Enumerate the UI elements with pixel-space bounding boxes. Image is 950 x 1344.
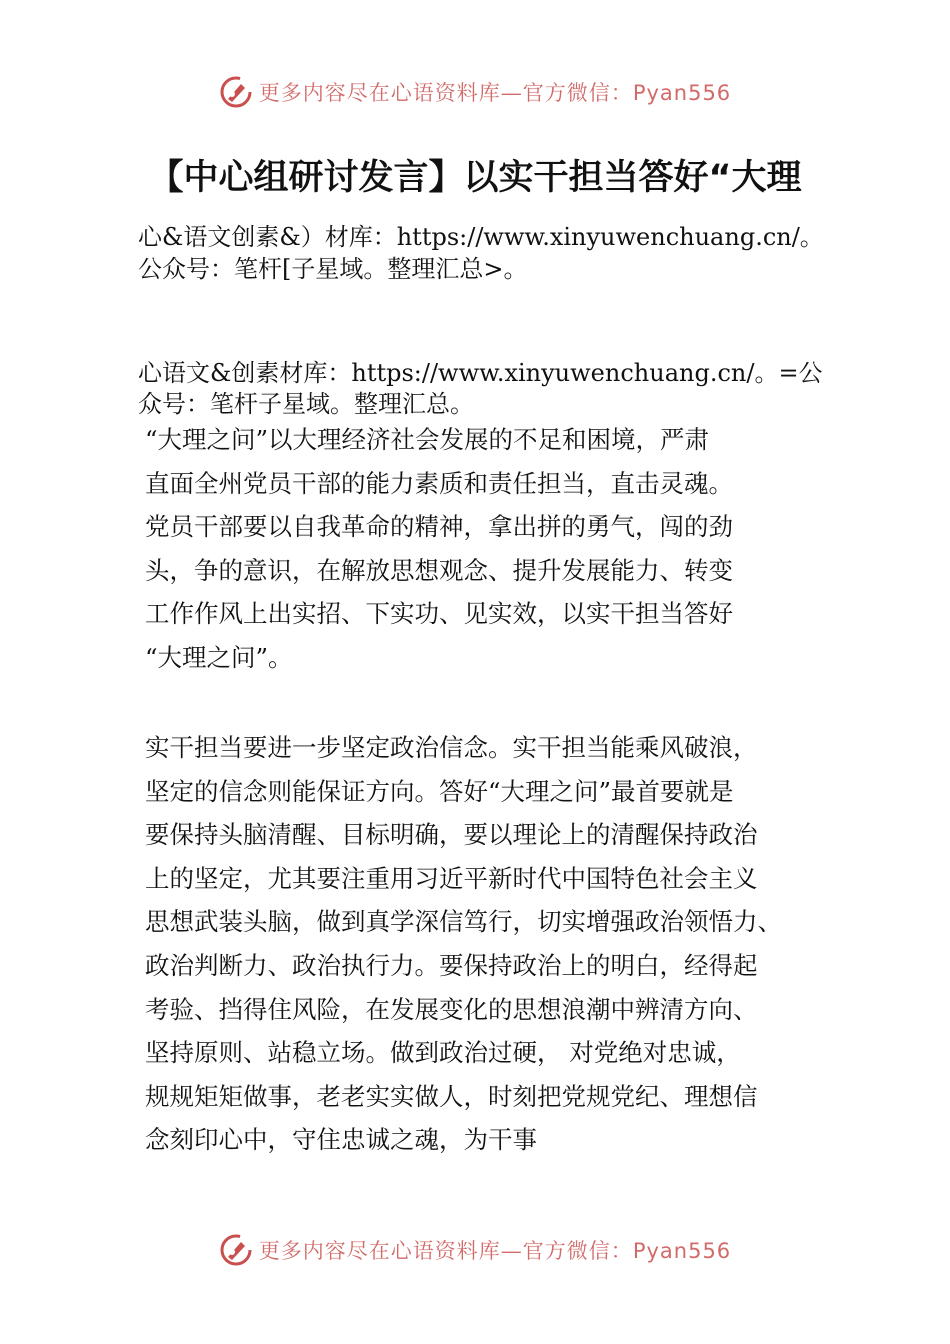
- paragraph-line: 规规矩矩做事，老老实实做人，时刻把党规党纪、理想信: [145, 1081, 758, 1111]
- header-line-2: 公众号：笔杆[子星域。整理汇总>。: [138, 255, 528, 283]
- banner-text: [259, 1235, 731, 1265]
- paragraph-line: 直面全州党员干部的能力素质和责任担当，直击灵魂。: [145, 468, 733, 498]
- paragraph-line: “大理之问”。: [145, 642, 293, 672]
- header-banner: [0, 72, 950, 112]
- header-line-1: 心&语文创素&）材库：https://www.xinyuwenchuang.cn/。: [138, 223, 824, 251]
- banner-slogan: 更多内容尽在心语资料库—官方微信：: [258, 81, 633, 105]
- paragraph-line: 上的坚定，尤其要注重用习近平新时代中国特色社会主义: [145, 863, 758, 893]
- logo-icon: [219, 75, 253, 109]
- paragraph-1: [145, 418, 845, 680]
- footer-banner: [0, 1230, 950, 1270]
- source-line-2: 众号：笔杆子星域。整理汇总。: [138, 390, 474, 418]
- paragraph-line: 坚定的信念则能保证方向。答好“大理之问”最首要就是: [145, 776, 734, 806]
- logo-icon: [219, 1233, 253, 1267]
- paragraph-line: 要保持头脑清醒、目标明确，要以理论上的清醒保持政治: [145, 820, 758, 850]
- paragraph-line: 实干担当要进一步坚定政治信念。实干担当能乘风破浪，: [145, 733, 758, 762]
- paragraph-line: 思想武装头脑，做到真学深信笃行，切实增强政治领悟力、: [145, 907, 782, 937]
- paragraph-line: 考验、挡得住风险，在发展变化的思想浪潮中辨清方向、: [145, 994, 758, 1024]
- paragraph-line: 念刻印心中，守住忠诚之魂，为干事: [145, 1125, 537, 1155]
- paragraph-line: 政治判断力、政治执行力。要保持政治上的明白，经得起: [145, 950, 758, 980]
- paragraph-line: 党员干部要以自我革命的精神，拿出拼的勇气，闯的劲: [145, 512, 733, 542]
- banner-slogan: 更多内容尽在心语资料库—官方微信：: [258, 1239, 633, 1263]
- banner-wechat-id: Pyan556: [632, 81, 732, 105]
- source-line-1: 心语文&创素材库：https://www.xinyuwenchuang.cn/。=公: [138, 359, 823, 387]
- paragraph-line: 工作作风上出实招、下实功、见实效，以实干担当答好: [145, 599, 733, 629]
- paragraph-line: “大理之问”以大理经济社会发展的不足和困境，严肃: [145, 425, 710, 454]
- document-title: 【中心组研讨发言】以实干担当答好“大理: [148, 158, 802, 198]
- paragraph-2: [145, 726, 845, 1162]
- banner-wechat-id: Pyan556: [632, 1239, 732, 1263]
- paragraph-line: 头，争的意识，在解放思想观念、提升发展能力、转变: [145, 555, 733, 585]
- paragraph-line: 坚持原则、站稳立场。做到政治过硬， 对党绝对忠诚，: [145, 1038, 741, 1068]
- banner-text: [259, 77, 731, 107]
